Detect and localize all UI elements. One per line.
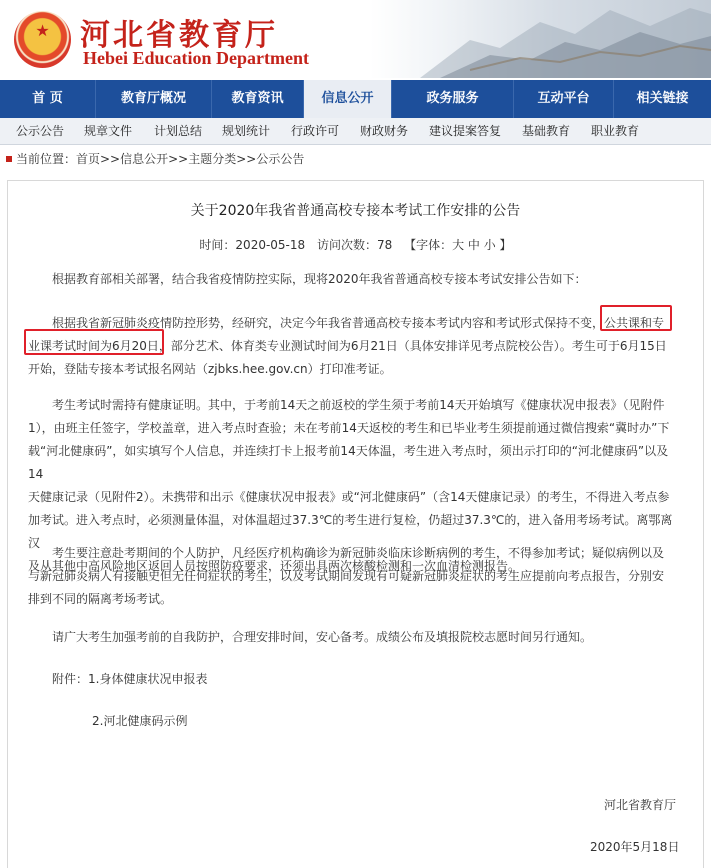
site-title-cn[interactable]: 河北省教育厅 [80,18,278,53]
paragraph-line: 1），由班主任签字，学校盖章，进入考点时查验；未在考前14天返校的考生和已毕业考生须提前通过微信搜索“冀时办”下 [28,421,670,435]
paragraph-line: 载“河北健康码”，如实填写个人信息，并连续打卡上报考前14天体温，考生进入考点时，须出示打印的“河北健康码”以及14 [28,444,669,481]
subnav-permits[interactable]: 行政许可 [291,124,340,138]
subnav-finance[interactable]: 财政财务 [360,124,409,138]
paragraph-line: 天健康记录（见附件2）。未携带和出示《健康状况申报表》或“河北健康码”（含14天健康记录）的考生，不得进入考点参 [28,490,670,504]
subnav-basic-education[interactable]: 基础教育 [522,124,571,138]
visit-count: 访问次数：78 [317,238,393,252]
highlight-box-exam-date [24,329,164,355]
subnav-plans[interactable]: 计划总结 [154,124,203,138]
font-size-switcher[interactable]: 【字体：大 中 小 】 [404,238,512,252]
subnav-vocational-education[interactable]: 职业教育 [591,124,640,138]
paragraph-line: 业课考试时间为6月20日，部分艺术、体育类专业测试时间为6月21日（具体安排详见考点院校公告）。考生可于6月15日 [28,339,667,353]
paragraph-line: 加考试。进入考点时，必须测量体温，对体温超过37.3℃的考生进行复检，仍超过37.3℃的，进入备用考场考试。离鄂离汉 [28,513,673,550]
attachment-2[interactable]: 2.河北健康码示例 [92,714,188,728]
paragraph-intro: 根据教育部相关部署，结合我省疫情防控实际，现将2020年我省普通高校专接本考试安排公告如下： [52,272,587,286]
paragraph-closing: 请广大考生加强考前的自我防护，合理安排时间，安心备考。成绩公布及填报院校志愿时间另行通知。 [52,630,593,644]
signature-date: 2020年5月18日 [590,840,680,854]
article-title: 关于2020年我省普通高校专接本考试工作安排的公告 [190,203,521,219]
paragraph-line: 及从其他中高风险地区返回人员按照防疫要求，还须出具两次核酸检测和一次血清检测报告。 [28,559,521,573]
paragraph-line: 考生考试时需持有健康证明。其中，于考前14天之前返校的学生须于考前14天开始填写《健康状况申报表》（见附件 [52,398,665,412]
nav-department-overview[interactable]: 教育厅概况 [96,80,212,118]
attachment-1[interactable]: 附件：1.身体健康状况申报表 [52,672,208,686]
paragraph-line: 开始，登陆专接本考试报名网站（zjbks.hee.gov.cn）打印准考证。 [28,362,392,376]
main-nav [0,80,711,118]
nav-interaction-platform[interactable]: 互动平台 [514,80,614,118]
subnav-announcements[interactable]: 公示公告 [16,124,65,138]
subnav-statistics[interactable]: 规划统计 [222,124,271,138]
paragraph-line: 与新冠肺炎病人有接触史但无任何症状的考生，以及考试期间发现有可疑新冠肺炎症状的考生应提前向考点报告，分别安 [28,569,665,583]
article-meta [0,236,711,253]
subnav-proposal-replies[interactable]: 建议提案答复 [429,124,502,138]
hebei-education-emblem-icon[interactable]: ★ [14,11,71,68]
breadcrumb-text[interactable]: 当前位置：首页>>信息公开>>主题分类>>公示公告 [16,152,305,166]
highlight-box-public-course [600,305,672,331]
subnav-regulations[interactable]: 规章文件 [84,124,133,138]
paragraph-line: 根据我省新冠肺炎疫情防控形势，经研究，决定今年我省普通高校专接本考试内容和考试形式保持不变，公共课和专 [52,316,665,330]
signature-org: 河北省教育厅 [604,798,677,812]
square-marker-icon [6,156,12,162]
nav-government-services[interactable]: 政务服务 [392,80,514,118]
nav-education-news[interactable]: 教育资讯 [212,80,304,118]
nav-related-links[interactable]: 相关链接 [636,91,689,106]
paragraph-line: 考生要注意赴考期间的个人防护，凡经医疗机构确诊为新冠肺炎临床诊断病例的考生，不得参加考试；疑似病例以及 [52,546,665,560]
breadcrumb [0,148,711,170]
nav-info-disclosure[interactable]: 信息公开 [304,80,392,118]
paragraph-line: 排到不同的隔离考场考试。 [28,592,173,606]
publish-time: 时间：2020-05-18 [199,238,306,252]
sub-nav [0,118,711,145]
site-title-en[interactable]: Hebei Education Department [83,48,309,68]
paragraph-protection [28,542,680,611]
nav-home[interactable]: 首 页 [0,80,96,118]
header-banner [0,0,711,78]
